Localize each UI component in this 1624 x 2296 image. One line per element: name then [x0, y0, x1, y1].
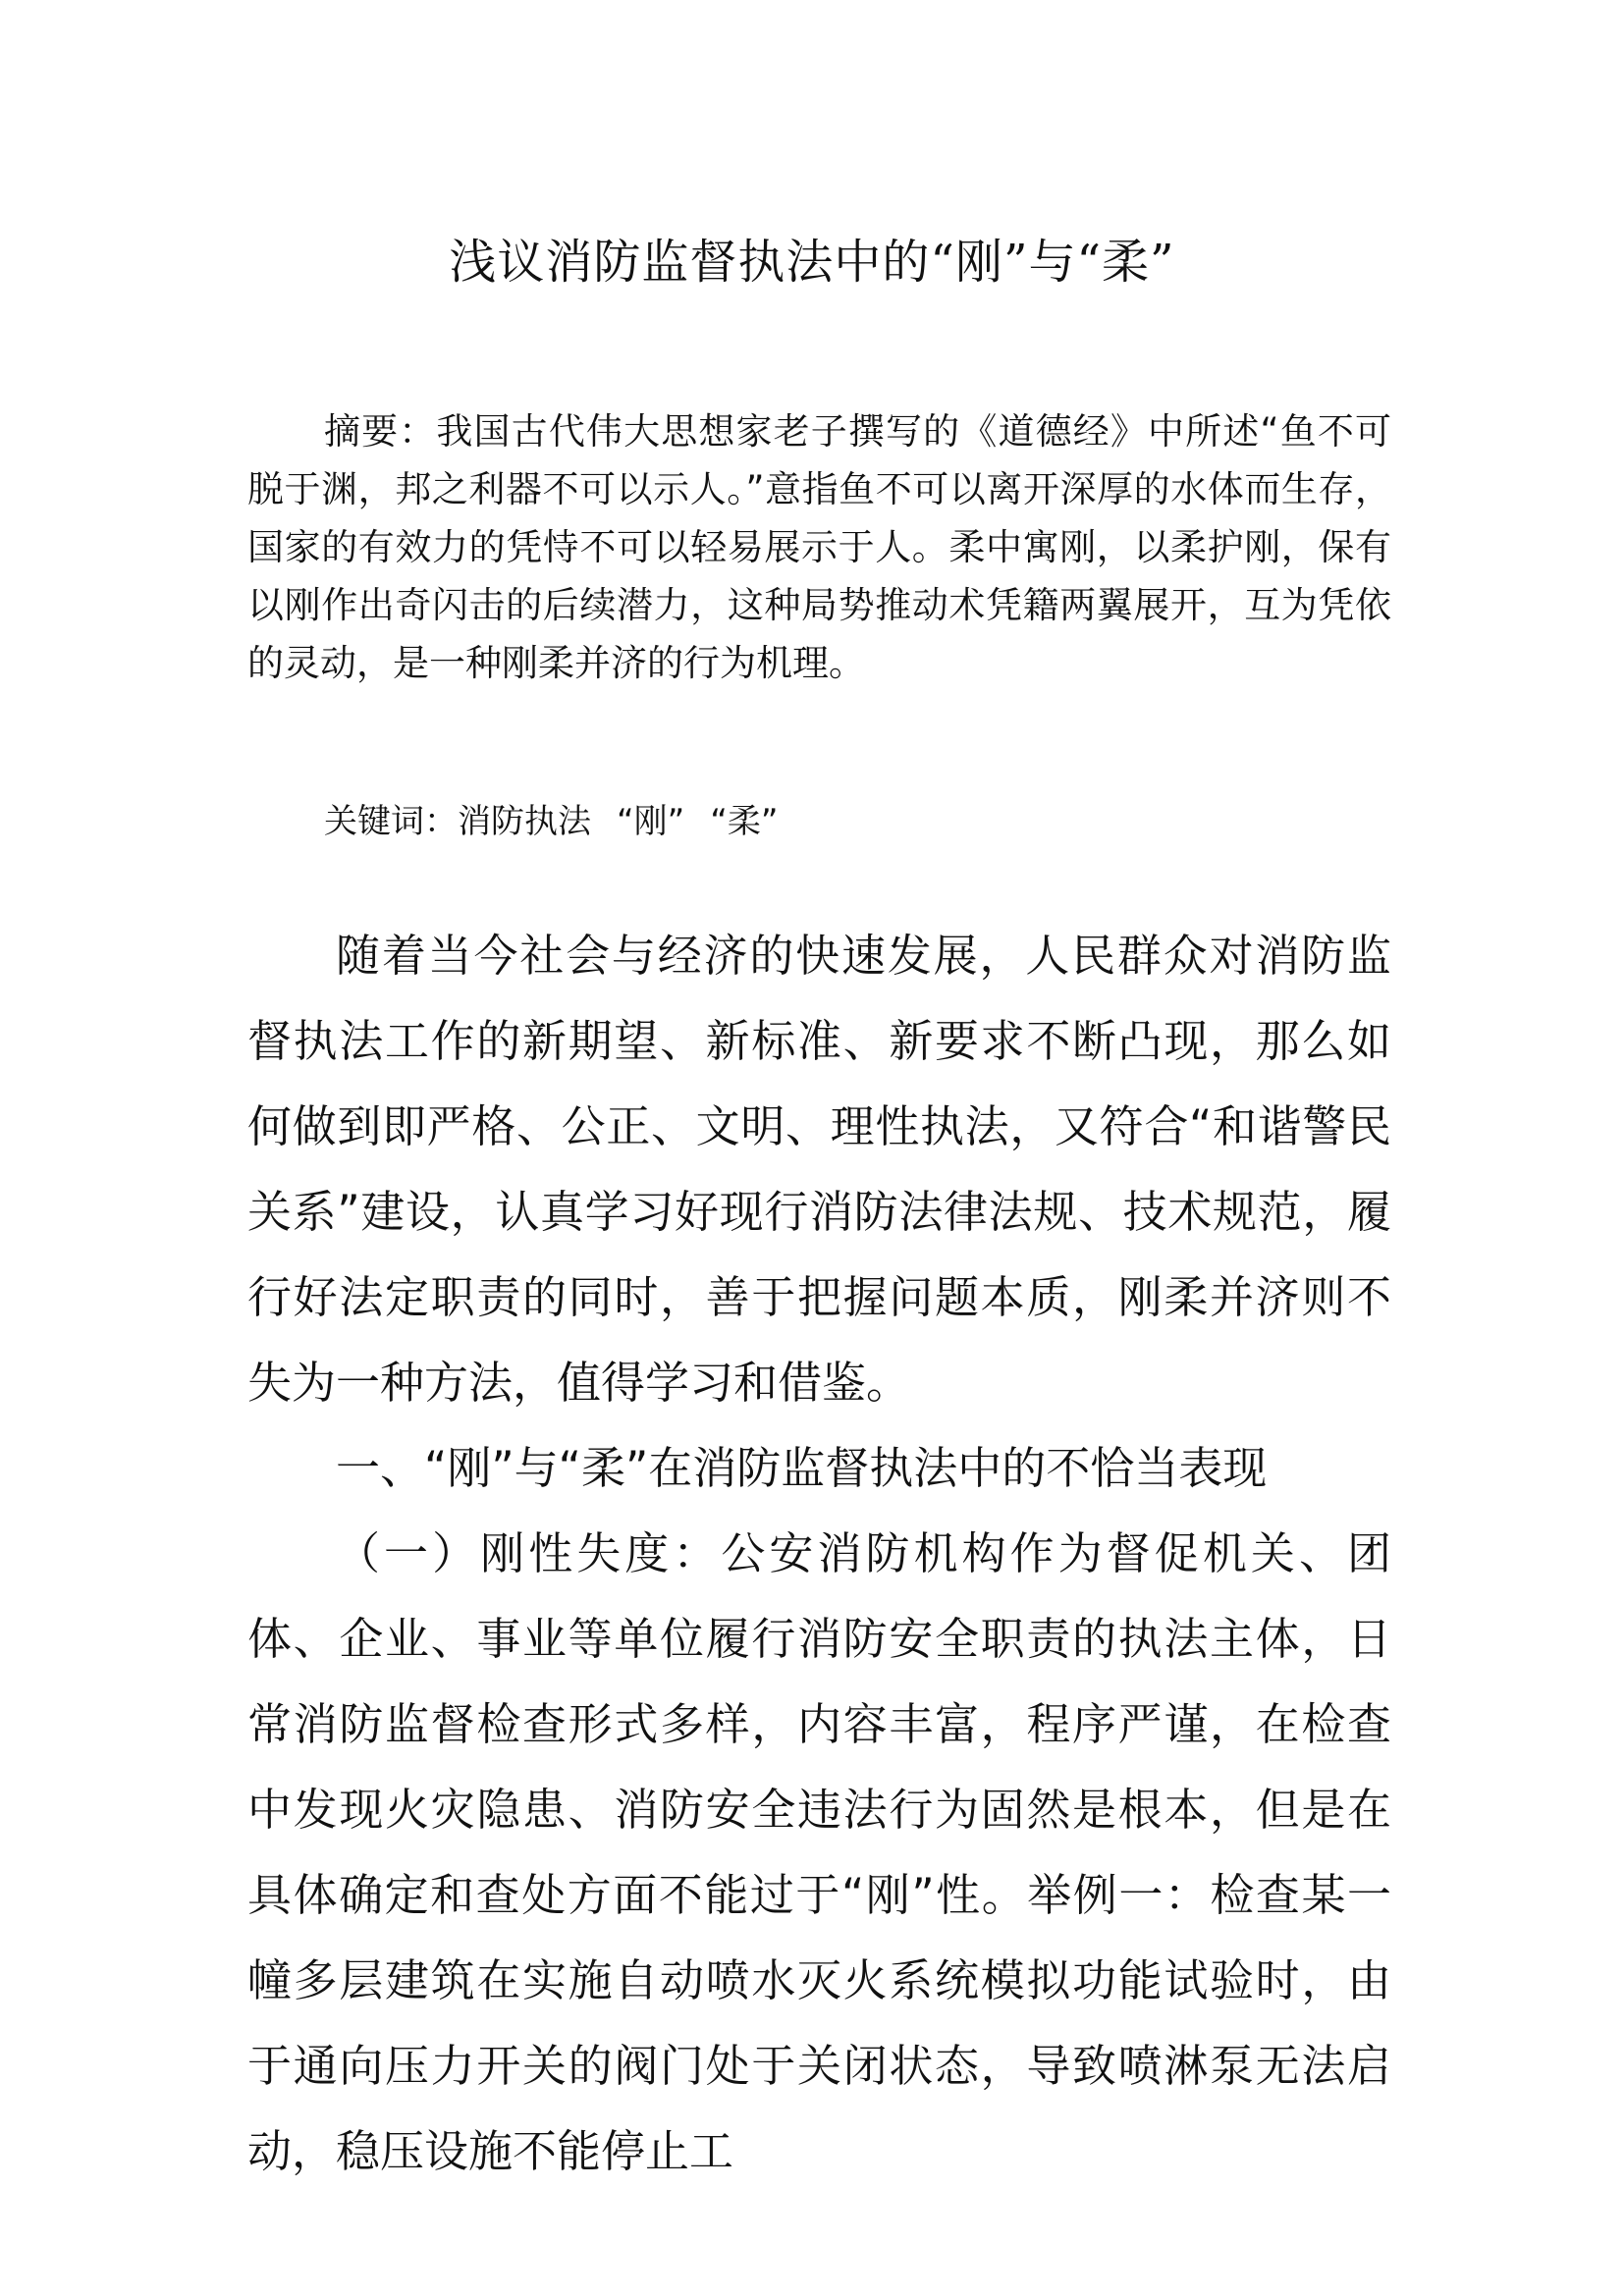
intro-paragraph: 随着当今社会与经济的快速发展，人民群众对消防监督执法工作的新期望、新标准、新要求不断凸现，那么如何做到即严格、公正、文明、理性执法，又符合“和谐警民关系”建设，认真学习好现行消防法律法规、技术规范，履行好法定职责的同时，善于把握问题本质，刚柔并济则不失为一种方法，值得学习和借鉴。: [247, 930, 1391, 1409]
section-heading-1: 一、“刚”与“柔”在消防监督执法中的不恰当表现: [336, 1442, 1268, 1494]
keyword-rou: “柔”: [710, 802, 779, 841]
document-title: 浅议消防监督执法中的“刚”与“柔”: [449, 235, 1175, 290]
keywords-line: [247, 799, 1391, 844]
keywords-label: 关键词：消防执法: [324, 802, 591, 841]
abstract-paragraph: 摘要：我国古代伟大思想家老子撰写的《道德经》中所述“鱼不可脱于渊，邦之利器不可以示人。”意指鱼不可以离开深厚的水体而生存，国家的有效力的凭恃不可以轻易展示于人。柔中寓刚，以柔护刚，保有以刚作出奇闪击的后续潜力，这种局势推动术凭籍两翼展开，互为凭依的灵动，是一种刚柔并济的行为机理。: [247, 410, 1391, 684]
section1-paragraph-1: （一）刚性失度：公安消防机构作为督促机关、团体、企业、事业等单位履行消防安全职责的执法主体，日常消防监督检查形式多样，内容丰富，程序严谨，在检查中发现火灾隐患、消防安全违法行为固然是根本，但是在具体确定和查处方面不能过于“刚”性。举例一：检查某一幢多层建筑在实施自动喷水灭火系统模拟功能试验时，由于通向压力开关的阀门处于关闭状态，导致喷淋泵无法启动，稳压设施不能停止工: [247, 1527, 1391, 2177]
keyword-gang: “刚”: [617, 802, 685, 841]
body-text: [247, 913, 1391, 2194]
